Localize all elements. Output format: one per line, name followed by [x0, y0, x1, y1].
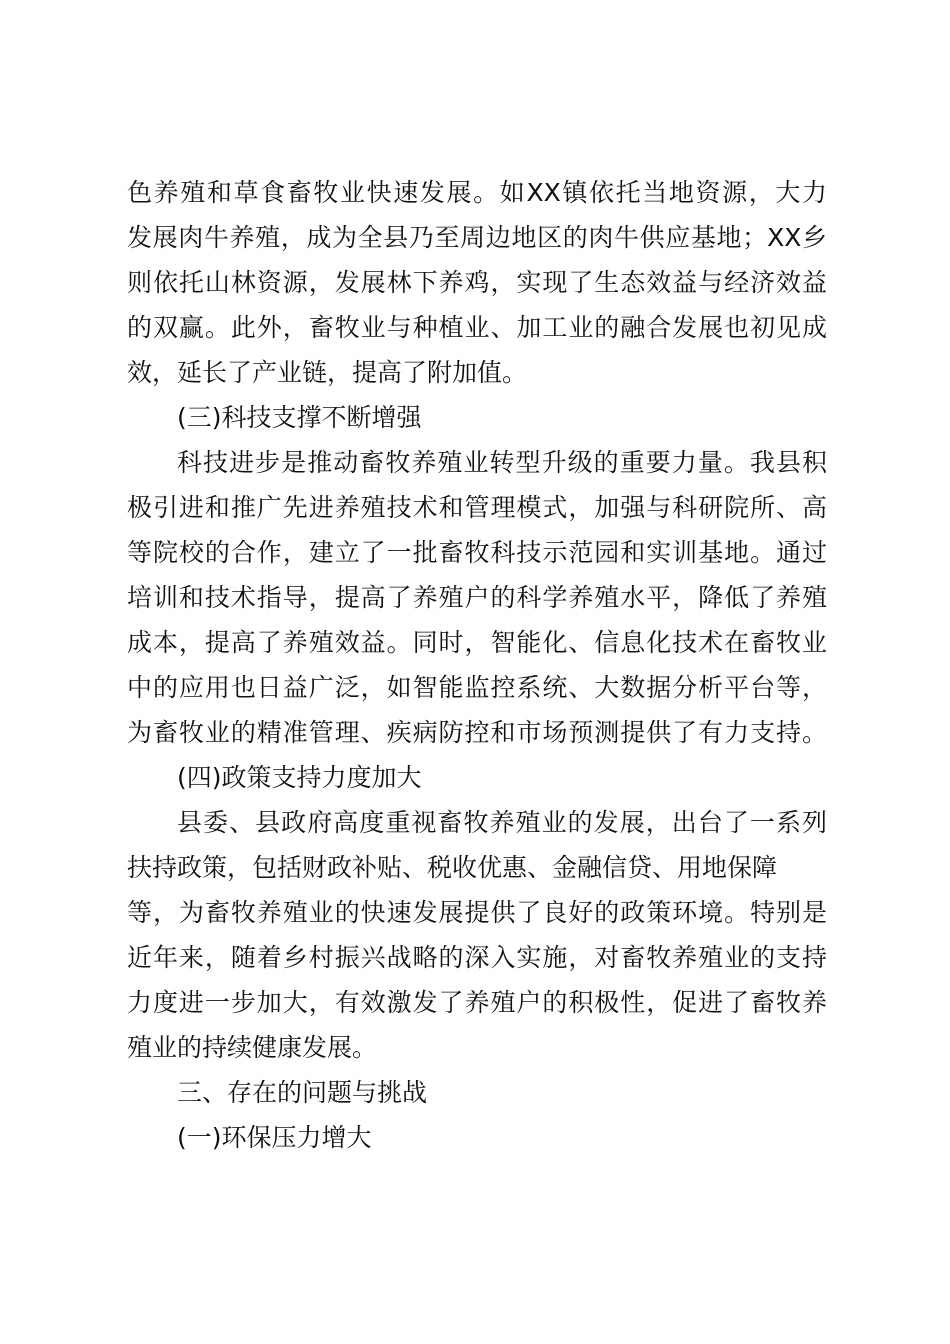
text-line: 扶持政策，包括财政补贴、税收优惠、金融信贷、用地保障 — [127, 853, 778, 882]
text-line: 色养殖和草食畜牧业快速发展。如XX镇依托当地资源，大力 — [127, 178, 827, 207]
text-line: 科技进步是推动畜牧养殖业转型升级的重要力量。我县积 — [177, 448, 827, 477]
text-line: 效，延长了产业链，提高了附加值。 — [127, 358, 528, 387]
text-line: 则依托山林资源，发展林下养鸡，实现了生态效益与经济效益 — [127, 268, 827, 297]
text-line: 力度进一步加大，有效激发了养殖户的积极性，促进了畜牧养 — [127, 988, 827, 1017]
document-body — [127, 170, 827, 1160]
text-line: 的双赢。此外，畜牧业与种植业、加工业的融合发展也初见成 — [127, 313, 827, 342]
text-line: 中的应用也日益广泛，如智能监控系统、大数据分析平台等， — [127, 673, 827, 702]
text-line: 发展肉牛养殖，成为全县乃至周边地区的肉牛供应基地；XX乡 — [127, 223, 827, 252]
text-line: 县委、县政府高度重视畜牧养殖业的发展，出台了一系列 — [177, 808, 827, 837]
text-line: 成本，提高了养殖效益。同时，智能化、信息化技术在畜牧业 — [127, 628, 827, 657]
section-heading: (一)环保压力增大 — [177, 1123, 372, 1152]
chapter-heading: 三、存在的问题与挑战 — [177, 1078, 428, 1107]
text-line: 等，为畜牧养殖业的快速发展提供了良好的政策环境。特别是 — [127, 898, 827, 927]
section-heading: (三)科技支撑不断增强 — [177, 403, 422, 432]
section-heading: (四)政策支持力度加大 — [177, 763, 422, 792]
text-line: 等院校的合作，建立了一批畜牧科技示范园和实训基地。通过 — [127, 538, 827, 567]
text-line: 为畜牧业的精准管理、疾病防控和市场预测提供了有力支持。 — [127, 718, 827, 747]
text-line: 近年来，随着乡村振兴战略的深入实施，对畜牧养殖业的支持 — [127, 943, 827, 972]
text-line: 极引进和推广先进养殖技术和管理模式，加强与科研院所、高 — [127, 493, 827, 522]
text-line: 培训和技术指导，提高了养殖户的科学养殖水平，降低了养殖 — [127, 583, 827, 612]
text-line: 殖业的持续健康发展。 — [127, 1033, 378, 1062]
